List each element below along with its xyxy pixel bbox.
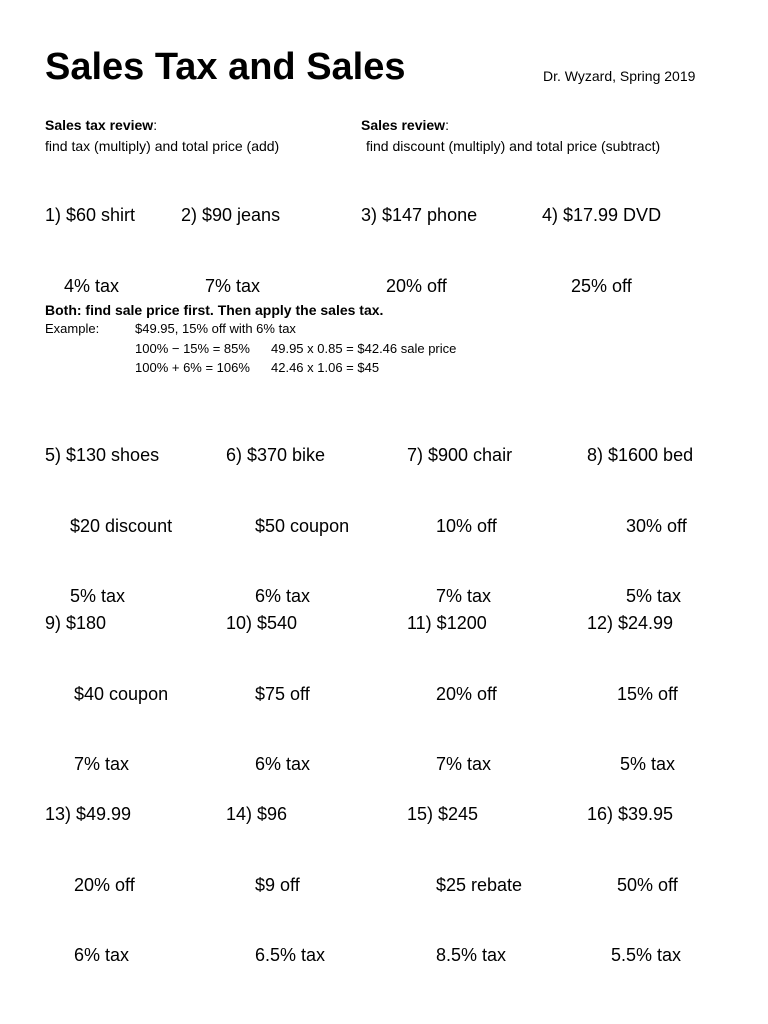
problem-discount: $50 coupon [255,515,350,536]
review-problem-2 [181,157,280,322]
problem-discount: $25 rebate [436,874,523,895]
problem-tax: 5% tax [70,586,126,606]
sales-tax-review-label: Sales tax review [45,117,154,133]
problem-15 [407,756,522,991]
problem-item: 1) $60 shirt [45,205,136,225]
problem-item: 3) $147 phone [361,205,478,225]
review-problem-4 [542,157,661,322]
example-step-1-percent: 100% − 15% = 85% [135,341,250,356]
sales-review-colon: : [445,117,449,133]
problem-discount: 20% off [74,874,135,895]
problem-tax: 5% tax [620,754,676,774]
sales-tax-review-heading [45,117,157,135]
problem-discount: 50% off [617,874,678,895]
problem-item: 7) $900 chair [407,445,513,465]
example-label: Example: [45,321,100,336]
problem-tax: 7% tax [436,586,492,606]
problem-item: 14) $96 [226,804,288,824]
problem-tax: 6% tax [255,754,311,774]
problem-item: 2) $90 jeans [181,205,281,225]
problem-tax: 4% tax [64,275,120,296]
problem-tax: 7% tax [205,275,261,296]
problem-tax: 6% tax [74,945,130,965]
example-line-1: $49.95, 15% off with 6% tax [135,321,296,336]
problem-tax: 8.5% tax [436,945,507,965]
problem-discount: 10% off [436,515,497,536]
sales-review-label: Sales review [361,117,446,133]
problem-discount: $9 off [255,874,300,895]
problem-tax: 5% tax [626,586,682,606]
problem-item: 6) $370 bike [226,445,326,465]
problem-item: 5) $130 shoes [45,445,160,465]
page-title: Sales Tax and Sales [45,46,406,88]
problem-16 [587,756,681,991]
problem-discount: 25% off [571,275,632,296]
problem-14 [226,756,325,991]
problem-tax: 7% tax [74,754,130,774]
example-step-2-calc: 42.46 x 1.06 = $45 [271,360,380,375]
problem-item: 11) $1200 [407,613,487,633]
problem-item: 9) $180 [45,613,107,633]
sales-review-heading [361,117,449,135]
problem-item: 16) $39.95 [587,804,674,824]
problem-tax: 6% tax [255,586,311,606]
problem-discount: 20% off [386,275,447,296]
problem-discount: $20 discount [70,515,173,536]
author-line: Dr. Wyzard, Spring 2019 [543,68,696,84]
review-problem-1 [45,157,135,322]
both-heading: Both: find sale price first. Then apply the sales tax. [45,302,384,318]
problem-discount: 20% off [436,683,497,704]
problem-tax: 5.5% tax [611,945,682,965]
problem-discount: 30% off [626,515,687,536]
problem-item: 10) $540 [226,613,298,633]
review-problem-3 [361,157,477,322]
problem-item: 12) $24.99 [587,613,674,633]
problem-tax: 7% tax [436,754,492,774]
problem-discount: $75 off [255,683,310,704]
problem-discount: 15% off [617,683,678,704]
sales-tax-review-colon: : [153,117,158,133]
example-step-2-percent: 100% + 6% = 106% [135,360,250,375]
sales-review-instruction: find discount (multiply) and total price (subtract) [366,138,661,154]
sales-tax-review-instruction: find tax (multiply) and total price (add) [45,138,280,154]
problem-13 [45,756,135,991]
problem-item: 8) $1600 bed [587,445,694,465]
problem-discount: $40 coupon [74,683,169,704]
problem-item: 13) $49.99 [45,804,132,824]
problem-item: 15) $245 [407,804,479,824]
problem-item: 4) $17.99 DVD [542,205,662,225]
example-step-1-calc: 49.95 x 0.85 = $42.46 sale price [271,341,457,356]
problem-tax: 6.5% tax [255,945,326,965]
